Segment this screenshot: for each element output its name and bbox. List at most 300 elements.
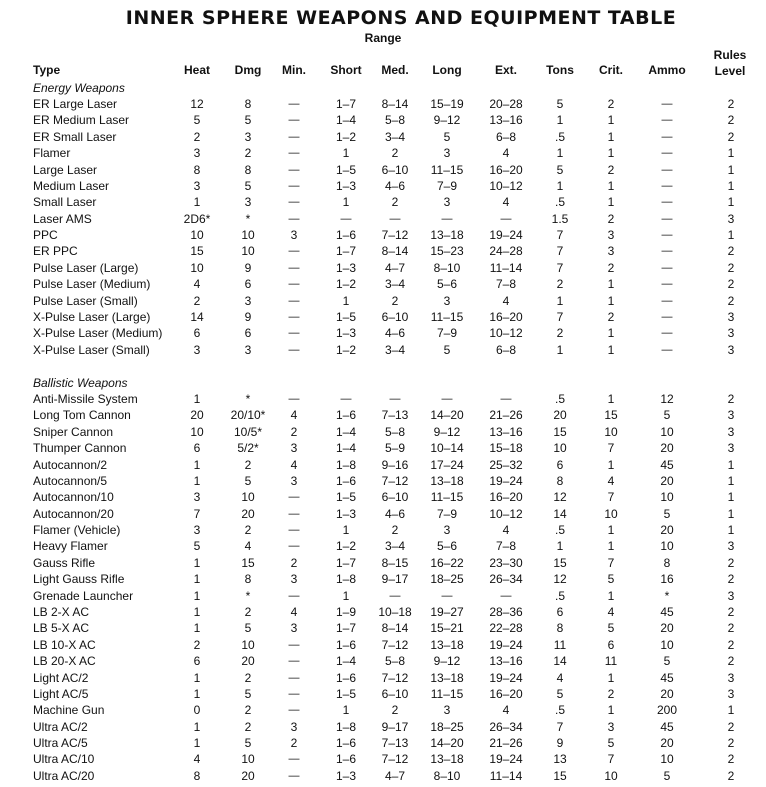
- extreme-range-cell: 6–8: [495, 342, 517, 357]
- damage-cell: 5: [244, 686, 252, 701]
- long-range-cell: 11–15: [430, 309, 464, 324]
- long-range-cell: 13–18: [430, 637, 464, 652]
- tons-cell: 7: [556, 309, 564, 324]
- ammo-cell: 45: [660, 604, 674, 619]
- rules-level-cell: 2: [727, 719, 735, 734]
- heat-cell: 1: [193, 604, 201, 619]
- column-header-type: Type: [33, 63, 61, 77]
- range-group-label: Range: [364, 31, 402, 45]
- extreme-range-cell: 26–34: [489, 719, 523, 734]
- weapon-name-cell: X-Pulse Laser (Large): [33, 309, 151, 324]
- table-row: [0, 260, 766, 276]
- min-range-cell: —: [288, 294, 300, 307]
- rules-level-cell: 1: [727, 703, 735, 718]
- medium-range-cell: 9–17: [381, 572, 409, 587]
- crit-slots-cell: 4: [607, 473, 615, 488]
- crit-slots-cell: 1: [607, 178, 615, 193]
- medium-range-cell: 7–12: [381, 752, 409, 767]
- short-range-cell: 1–5: [335, 162, 357, 177]
- crit-slots-cell: 11: [604, 654, 618, 669]
- damage-cell: 10: [241, 752, 255, 767]
- short-range-cell: 1–2: [335, 342, 357, 357]
- medium-range-cell: —: [389, 393, 401, 405]
- section-header: [0, 80, 766, 96]
- ammo-cell: —: [661, 245, 673, 258]
- rules-level-cell: 2: [727, 555, 735, 570]
- tons-cell: 12: [553, 572, 567, 587]
- short-range-cell: 1–5: [335, 490, 357, 505]
- crit-slots-cell: 3: [607, 228, 615, 242]
- crit-slots-cell: 1: [607, 277, 615, 292]
- crit-slots-cell: 1: [607, 539, 615, 554]
- ammo-cell: 20: [660, 441, 674, 456]
- extreme-range-cell: 21–26: [489, 736, 523, 750]
- min-range-cell: —: [288, 687, 300, 700]
- short-range-cell: 1–5: [335, 309, 357, 324]
- medium-range-cell: 7–12: [381, 637, 409, 652]
- table-row: [0, 555, 766, 571]
- ammo-cell: —: [661, 196, 673, 209]
- min-range-cell: —: [288, 753, 300, 766]
- ammo-cell: 10: [660, 490, 674, 505]
- heat-cell: 1: [193, 392, 201, 406]
- weapon-name-cell: Autocannon/20: [33, 506, 114, 521]
- heat-cell: 6: [193, 326, 201, 341]
- heat-cell: 8: [193, 162, 201, 177]
- damage-cell: 5/2*: [237, 441, 259, 456]
- weapon-name-cell: Small Laser: [33, 195, 97, 210]
- tons-cell: .5: [554, 195, 566, 210]
- weapon-name-cell: Long Tom Cannon: [33, 408, 131, 423]
- ammo-cell: 10: [660, 637, 674, 652]
- damage-cell: 2: [244, 703, 252, 718]
- column-header-dmg: Dmg: [234, 63, 262, 77]
- heat-cell: 1: [193, 719, 201, 734]
- min-range-cell: —: [288, 310, 300, 323]
- heat-cell: 2: [193, 637, 201, 652]
- medium-range-cell: 9–17: [381, 719, 409, 734]
- long-range-cell: 3: [443, 703, 451, 718]
- medium-range-cell: 6–10: [381, 686, 409, 701]
- medium-range-cell: —: [389, 212, 401, 225]
- ammo-cell: —: [661, 179, 673, 192]
- extreme-range-cell: 16–20: [489, 162, 523, 177]
- heat-cell: 3: [193, 523, 201, 537]
- extreme-range-cell: 19–24: [489, 752, 523, 767]
- table-row: [0, 719, 766, 735]
- rules-level-cell: 2: [727, 392, 735, 406]
- heat-cell: 10: [190, 424, 204, 439]
- medium-range-cell: 5–8: [384, 424, 406, 439]
- rules-level-cell: 2: [727, 768, 735, 783]
- crit-slots-cell: 1: [607, 588, 615, 603]
- extreme-range-cell: 15–18: [489, 441, 523, 456]
- table-row: [0, 112, 766, 128]
- extreme-range-cell: 19–24: [489, 670, 523, 685]
- extreme-range-cell: 11–14: [489, 768, 523, 783]
- extreme-range-cell: 7–8: [495, 277, 517, 292]
- damage-cell: 10: [241, 490, 255, 505]
- short-range-cell: 1–3: [335, 506, 357, 521]
- rules-level-cell: 1: [727, 457, 735, 472]
- medium-range-cell: 4–6: [384, 506, 406, 521]
- rules-level-cell: 3: [727, 539, 735, 554]
- medium-range-cell: 3–4: [384, 342, 406, 357]
- ammo-cell: 10: [660, 539, 674, 554]
- ammo-cell: —: [661, 294, 673, 307]
- extreme-range-cell: —: [500, 212, 512, 225]
- table-row: [0, 637, 766, 653]
- crit-slots-cell: 1: [607, 129, 615, 144]
- min-range-cell: 3: [290, 473, 298, 488]
- column-header-level: Level: [714, 64, 746, 78]
- medium-range-cell: —: [389, 589, 401, 602]
- crit-slots-cell: 1: [607, 523, 615, 537]
- crit-slots-cell: 1: [607, 195, 615, 210]
- medium-range-cell: 7–13: [381, 408, 409, 423]
- long-range-cell: 3: [443, 523, 451, 537]
- heat-cell: 1: [193, 736, 201, 750]
- crit-slots-cell: 15: [604, 408, 618, 423]
- weapon-name-cell: Laser AMS: [33, 211, 92, 226]
- table-row: [0, 342, 766, 358]
- tons-cell: 13: [553, 752, 567, 767]
- min-range-cell: —: [288, 769, 300, 782]
- long-range-cell: 10–14: [430, 441, 464, 456]
- tons-cell: 15: [553, 555, 567, 570]
- table-row: [0, 194, 766, 210]
- min-range-cell: 2: [290, 736, 298, 750]
- damage-cell: 15: [241, 555, 255, 570]
- table-row: [0, 522, 766, 538]
- damage-cell: 4: [244, 539, 252, 554]
- heat-cell: 3: [193, 342, 201, 357]
- heat-cell: 2: [193, 129, 201, 144]
- short-range-cell: 1–2: [335, 129, 357, 144]
- short-range-cell: 1–6: [335, 637, 357, 652]
- column-header-crit: Crit.: [599, 63, 623, 77]
- crit-slots-cell: 1: [607, 113, 615, 128]
- extreme-range-cell: 22–28: [489, 621, 523, 636]
- tons-cell: .5: [554, 129, 566, 144]
- long-range-cell: 5: [443, 342, 451, 357]
- column-header-rules-level: [700, 47, 760, 79]
- short-range-cell: 1–6: [335, 736, 357, 750]
- weapon-name-cell: Pulse Laser (Small): [33, 293, 138, 308]
- long-range-cell: 13–18: [430, 752, 464, 767]
- extreme-range-cell: 21–26: [489, 408, 523, 423]
- short-range-cell: 1–3: [335, 260, 357, 275]
- rules-level-cell: 3: [727, 686, 735, 701]
- extreme-range-cell: 4: [502, 523, 510, 537]
- medium-range-cell: 3–4: [384, 539, 406, 554]
- long-range-cell: 9–12: [433, 654, 461, 669]
- table-row: [0, 686, 766, 702]
- weapon-name-cell: Light AC/2: [33, 670, 89, 685]
- table-row: [0, 96, 766, 112]
- weapon-name-cell: Autocannon/10: [33, 490, 114, 505]
- heat-cell: 1: [193, 572, 201, 587]
- ammo-cell: 8: [663, 555, 671, 570]
- long-range-cell: 3: [443, 146, 451, 161]
- table-row: [0, 620, 766, 636]
- weapon-name-cell: Gauss Rifle: [33, 555, 96, 570]
- damage-cell: 10: [241, 244, 255, 259]
- medium-range-cell: 8–14: [381, 621, 409, 636]
- extreme-range-cell: 10–12: [489, 506, 523, 521]
- min-range-cell: —: [288, 540, 300, 553]
- medium-range-cell: 10–18: [378, 604, 412, 619]
- heat-cell: 6: [193, 654, 201, 669]
- min-range-cell: —: [288, 638, 300, 651]
- min-range-cell: —: [288, 343, 300, 356]
- rules-level-cell: 2: [727, 113, 735, 128]
- ammo-cell: 10: [660, 752, 674, 767]
- damage-cell: 5: [244, 621, 252, 636]
- short-range-cell: 1–2: [335, 277, 357, 292]
- rules-level-cell: 2: [727, 293, 735, 308]
- min-range-cell: —: [288, 704, 300, 717]
- long-range-cell: 7–9: [436, 326, 458, 341]
- min-range-cell: —: [288, 589, 300, 602]
- crit-slots-cell: 5: [607, 621, 615, 636]
- heat-cell: 2: [193, 293, 201, 308]
- crit-slots-cell: 7: [607, 490, 615, 505]
- heat-cell: 1: [193, 457, 201, 472]
- tons-cell: 7: [556, 244, 564, 259]
- medium-range-cell: 4–7: [384, 260, 406, 275]
- weapon-name-cell: X-Pulse Laser (Small): [33, 342, 150, 357]
- damage-cell: 8: [244, 572, 252, 587]
- min-range-cell: 4: [290, 604, 298, 619]
- weapon-name-cell: LB 10-X AC: [33, 637, 96, 652]
- column-header-tons: Tons: [546, 63, 574, 77]
- short-range-cell: 1–6: [335, 408, 357, 423]
- tons-cell: 10: [553, 441, 567, 456]
- table-row: [0, 243, 766, 259]
- extreme-range-cell: 4: [502, 195, 510, 210]
- tons-cell: 1: [556, 539, 564, 554]
- long-range-cell: 5: [443, 129, 451, 144]
- heat-cell: 4: [193, 752, 201, 767]
- rules-level-cell: 1: [727, 195, 735, 210]
- damage-cell: 2: [244, 604, 252, 619]
- short-range-cell: 1–9: [335, 604, 357, 619]
- medium-range-cell: 2: [391, 293, 399, 308]
- extreme-range-cell: 19–24: [489, 637, 523, 652]
- tons-cell: 7: [556, 260, 564, 275]
- extreme-range-cell: 19–24: [489, 228, 523, 242]
- tons-cell: 8: [556, 473, 564, 488]
- weapon-name-cell: Light AC/5: [33, 686, 89, 701]
- tons-cell: 5: [556, 686, 564, 701]
- crit-slots-cell: 1: [607, 326, 615, 341]
- rules-level-cell: 1: [727, 506, 735, 521]
- rules-level-cell: 1: [727, 490, 735, 505]
- weapon-name-cell: Thumper Cannon: [33, 441, 127, 456]
- medium-range-cell: 2: [391, 146, 399, 161]
- ammo-cell: —: [661, 212, 673, 225]
- table-row: [0, 588, 766, 604]
- crit-slots-cell: 1: [607, 392, 615, 406]
- damage-cell: 20/10*: [230, 408, 266, 423]
- medium-range-cell: 5–9: [384, 441, 406, 456]
- medium-range-cell: 2: [391, 195, 399, 210]
- rules-level-cell: 2: [727, 736, 735, 750]
- medium-range-cell: 5–8: [384, 113, 406, 128]
- table-row: [0, 211, 766, 227]
- tons-cell: 1: [556, 113, 564, 128]
- heat-cell: 1: [193, 555, 201, 570]
- crit-slots-cell: 7: [607, 752, 615, 767]
- medium-range-cell: 8–15: [381, 555, 409, 570]
- crit-slots-cell: 2: [607, 211, 615, 226]
- rules-level-cell: 1: [727, 523, 735, 537]
- damage-cell: 8: [244, 97, 252, 111]
- crit-slots-cell: 2: [607, 162, 615, 177]
- long-range-cell: —: [441, 393, 453, 405]
- long-range-cell: 15–23: [430, 244, 464, 259]
- min-range-cell: —: [288, 671, 300, 684]
- damage-cell: 3: [244, 195, 252, 210]
- ammo-cell: 5: [663, 654, 671, 669]
- damage-cell: 20: [241, 654, 255, 669]
- min-range-cell: —: [288, 196, 300, 209]
- min-range-cell: —: [288, 327, 300, 340]
- min-range-cell: —: [288, 212, 300, 225]
- ammo-cell: 10: [660, 424, 674, 439]
- medium-range-cell: 8–14: [381, 244, 409, 259]
- heat-cell: 2D6*: [183, 211, 211, 226]
- table-row: [0, 604, 766, 620]
- tons-cell: 2: [556, 277, 564, 292]
- min-range-cell: —: [288, 507, 300, 520]
- damage-cell: 3: [244, 342, 252, 357]
- crit-slots-cell: 7: [607, 441, 615, 456]
- tons-cell: 6: [556, 604, 564, 619]
- ammo-cell: 5: [663, 506, 671, 521]
- heat-cell: 3: [193, 490, 201, 505]
- table-row: [0, 440, 766, 456]
- rules-level-cell: 1: [727, 473, 735, 488]
- min-range-cell: —: [288, 393, 300, 405]
- weapon-name-cell: Pulse Laser (Medium): [33, 277, 151, 292]
- weapon-name-cell: Ultra AC/20: [33, 768, 95, 783]
- weapon-name-cell: Grenade Launcher: [33, 588, 134, 603]
- min-range-cell: —: [288, 278, 300, 291]
- heat-cell: 10: [190, 228, 204, 242]
- min-range-cell: —: [288, 524, 300, 536]
- crit-slots-cell: 10: [604, 424, 618, 439]
- extreme-range-cell: 4: [502, 703, 510, 718]
- short-range-cell: 1: [342, 523, 350, 537]
- medium-range-cell: 7–12: [381, 670, 409, 685]
- tons-cell: 11: [553, 637, 567, 652]
- column-header-short: Short: [330, 63, 362, 77]
- damage-cell: 20: [241, 506, 255, 521]
- ammo-cell: —: [661, 310, 673, 323]
- weapon-name-cell: Machine Gun: [33, 703, 105, 718]
- min-range-cell: 4: [290, 408, 298, 423]
- rules-level-cell: 3: [727, 326, 735, 341]
- weapon-name-cell: Ultra AC/5: [33, 736, 88, 750]
- ammo-cell: —: [661, 327, 673, 340]
- extreme-range-cell: 13–16: [489, 424, 523, 439]
- medium-range-cell: 7–12: [381, 228, 409, 242]
- table-row: [0, 457, 766, 473]
- ammo-cell: —: [661, 343, 673, 356]
- short-range-cell: 1: [342, 588, 350, 603]
- short-range-cell: 1–6: [335, 228, 357, 242]
- long-range-cell: 19–27: [430, 604, 464, 619]
- min-range-cell: —: [288, 98, 300, 110]
- long-range-cell: 14–20: [430, 736, 464, 750]
- long-range-cell: 8–10: [433, 768, 461, 783]
- medium-range-cell: 7–12: [381, 473, 409, 488]
- tons-cell: 1.5: [551, 211, 569, 226]
- damage-cell: 8: [244, 162, 252, 177]
- long-range-cell: 11–15: [430, 686, 464, 701]
- ammo-cell: —: [661, 278, 673, 291]
- ammo-cell: —: [661, 163, 673, 176]
- short-range-cell: —: [340, 393, 352, 405]
- table-row: [0, 145, 766, 161]
- tons-cell: 1: [556, 178, 564, 193]
- medium-range-cell: 5–8: [384, 654, 406, 669]
- tons-cell: 7: [556, 719, 564, 734]
- column-header-min: Min.: [282, 63, 306, 77]
- extreme-range-cell: 10–12: [489, 326, 523, 341]
- weapon-name-cell: Light Gauss Rifle: [33, 572, 125, 587]
- heat-cell: 8: [193, 768, 201, 783]
- table-row: [0, 653, 766, 669]
- long-range-cell: 7–9: [436, 506, 458, 521]
- tons-cell: .5: [554, 523, 566, 537]
- weapon-name-cell: Ultra AC/2: [33, 719, 88, 734]
- min-range-cell: 3: [290, 228, 298, 242]
- short-range-cell: —: [340, 212, 352, 225]
- rules-level-cell: 3: [727, 342, 735, 357]
- extreme-range-cell: 16–20: [489, 686, 523, 701]
- rules-level-cell: 3: [727, 309, 735, 324]
- short-range-cell: 1: [342, 293, 350, 308]
- heat-cell: 1: [193, 686, 201, 701]
- section-title: Ballistic Weapons: [33, 376, 128, 390]
- short-range-cell: 1–6: [335, 670, 357, 685]
- crit-slots-cell: 1: [607, 670, 615, 685]
- rules-level-cell: 2: [727, 654, 735, 669]
- ammo-cell: 5: [663, 768, 671, 783]
- long-range-cell: 15–21: [430, 621, 464, 636]
- damage-cell: *: [245, 588, 251, 603]
- rules-level-cell: 3: [727, 441, 735, 456]
- min-range-cell: —: [288, 147, 300, 160]
- damage-cell: 5: [244, 736, 252, 750]
- crit-slots-cell: 1: [607, 342, 615, 357]
- short-range-cell: 1–2: [335, 539, 357, 554]
- extreme-range-cell: 24–28: [489, 244, 523, 259]
- extreme-range-cell: 16–20: [489, 309, 523, 324]
- min-range-cell: —: [288, 163, 300, 176]
- ammo-cell: 20: [660, 736, 674, 750]
- min-range-cell: 4: [290, 457, 298, 472]
- weapon-name-cell: Autocannon/2: [33, 457, 108, 472]
- min-range-cell: —: [288, 261, 300, 274]
- tons-cell: 14: [553, 654, 567, 669]
- heat-cell: 0: [193, 703, 201, 718]
- min-range-cell: —: [288, 245, 300, 258]
- long-range-cell: 18–25: [430, 719, 464, 734]
